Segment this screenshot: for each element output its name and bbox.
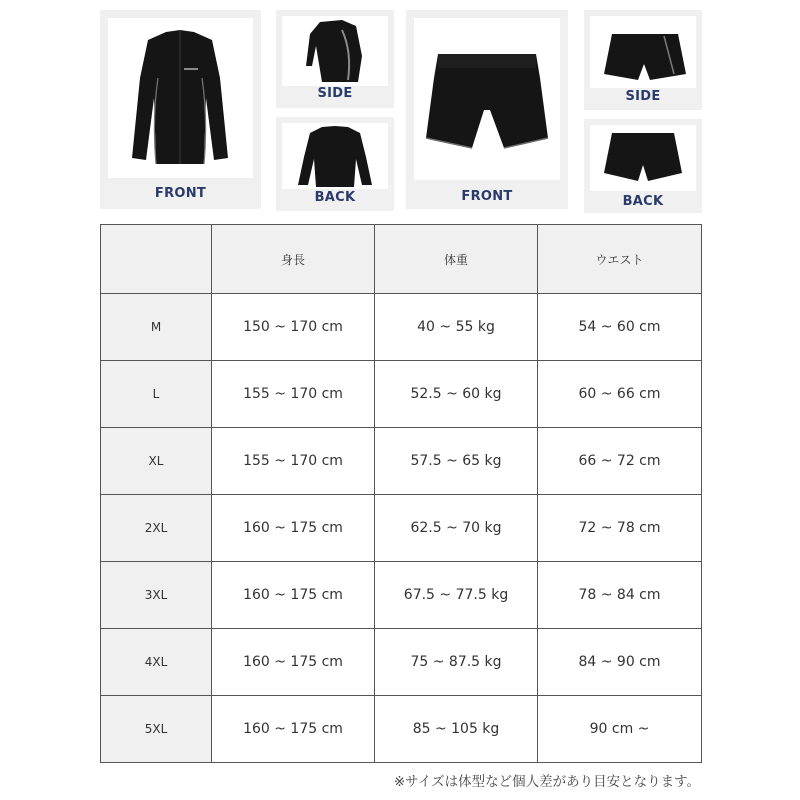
header-corner [101,225,212,294]
top-front-view [100,10,261,209]
size-cell: 5XL [101,696,212,763]
header-weight: 体重 [375,225,538,294]
waist-cell: 90 cm ~ [538,696,702,763]
weight-cell: 57.5 ~ 65 kg [375,428,538,495]
size-table-header-row [101,225,702,294]
shorts-back-image [590,125,696,191]
table-row [101,696,702,763]
weight-cell: 67.5 ~ 77.5 kg [375,562,538,629]
size-cell: 2XL [101,495,212,562]
shorts-front-view [406,10,568,209]
top-front-label: FRONT [154,186,207,201]
size-cell: 4XL [101,629,212,696]
waist-cell: 78 ~ 84 cm [538,562,702,629]
rash-guard-side-image [282,16,388,86]
shorts-side-view [584,10,702,110]
shorts-side-label: SIDE [625,89,661,104]
table-row [101,562,702,629]
size-disclaimer-note: ※サイズは体型など個人差があり目安となります。 [393,774,700,790]
height-cell: 150 ~ 170 cm [212,294,375,361]
table-row [101,428,702,495]
top-back-view [276,117,394,211]
rash-guard-back-image [282,123,388,189]
table-row [101,495,702,562]
waist-cell: 66 ~ 72 cm [538,428,702,495]
header-waist: ウエスト [538,225,702,294]
top-side-label: SIDE [317,86,353,101]
size-cell: XL [101,428,212,495]
shorts-front-image [414,18,560,180]
waist-cell: 54 ~ 60 cm [538,294,702,361]
height-cell: 160 ~ 175 cm [212,562,375,629]
height-cell: 155 ~ 170 cm [212,361,375,428]
height-cell: 155 ~ 170 cm [212,428,375,495]
size-cell: M [101,294,212,361]
weight-cell: 75 ~ 87.5 kg [375,629,538,696]
weight-cell: 62.5 ~ 70 kg [375,495,538,562]
weight-cell: 52.5 ~ 60 kg [375,361,538,428]
size-cell: L [101,361,212,428]
shorts-back-label: BACK [622,194,664,209]
table-row [101,629,702,696]
header-height: 身長 [212,225,375,294]
weight-cell: 85 ~ 105 kg [375,696,538,763]
shorts-back-view [584,119,702,213]
top-side-view [276,10,394,108]
waist-cell: 72 ~ 78 cm [538,495,702,562]
shorts-side-image [590,16,696,88]
height-cell: 160 ~ 175 cm [212,629,375,696]
table-row [101,361,702,428]
table-row [101,294,702,361]
top-back-label: BACK [314,190,356,205]
size-chart-table [100,224,702,763]
shorts-front-label: FRONT [461,189,513,204]
height-cell: 160 ~ 175 cm [212,696,375,763]
size-cell: 3XL [101,562,212,629]
waist-cell: 60 ~ 66 cm [538,361,702,428]
waist-cell: 84 ~ 90 cm [538,629,702,696]
weight-cell: 40 ~ 55 kg [375,294,538,361]
rash-guard-front-image [108,18,253,178]
height-cell: 160 ~ 175 cm [212,495,375,562]
